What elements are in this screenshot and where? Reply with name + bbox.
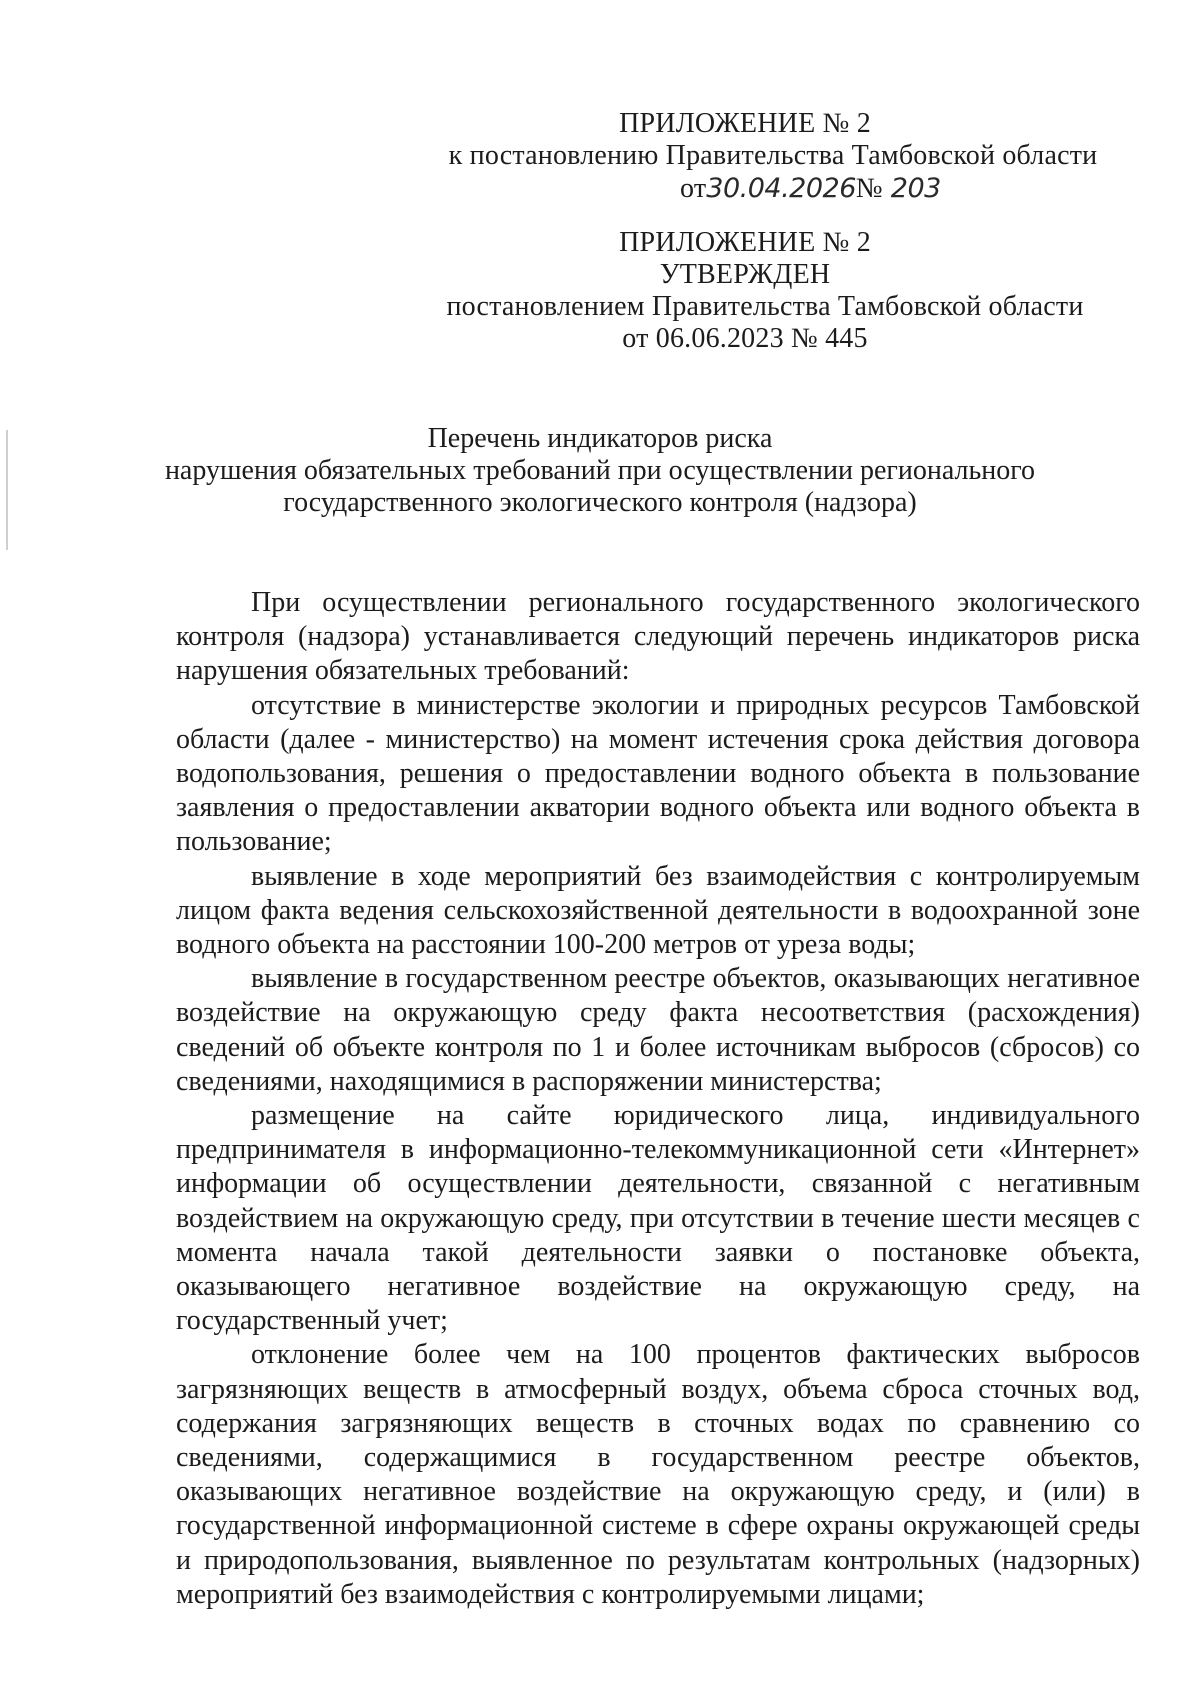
document-title-line3: государственного экологического контроля (надзора) — [283, 487, 917, 518]
handwritten-date: 30.04.2026 — [706, 173, 856, 204]
paragraph-indicator-1: отсутствие в министерстве экологии и природных ресурсов Тамбовской области (далее - министерство) на момент истечения срока действия договора водопользования, решения о предоставлении водного объекта в пользование заявления о предоставлении акватории водного объекта или водного объекта в пользование; — [176, 689, 1140, 858]
handwritten-number: 203 — [890, 173, 941, 204]
date-prefix: от — [680, 173, 707, 204]
paragraph-indicator-3: выявление в государственном реестре объектов, оказывающих негативное воздействие на окружающую среду факта несоответствия (расхождения) сведений об объекте контроля по 1 и более источникам выбросов (сбросов) со сведениями, находящимися в распоряжении министерства; — [176, 963, 1140, 1097]
document-body — [176, 586, 1140, 1612]
header-original-appendix: ПРИЛОЖЕНИЕ № 2 — [619, 227, 871, 258]
header-current-date-line — [680, 172, 940, 206]
paragraph-intro: При осуществлении регионального государственного экологического контроля (надзора) устанавливается следующий перечень индикаторов риска нарушения обязательных требований: — [176, 587, 1140, 687]
document-title-line1: Перечень индикаторов риска — [427, 423, 773, 454]
paragraph-indicator-5: отклонение более чем на 100 процентов фактических выбросов загрязняющих веществ в атмосферный воздух, объема сброса сточных вод, содержания загрязняющих веществ в сточных водах по сравнению со сведениями, содержащимися в государственном реестре объектов, оказывающих негативное воздействие на окружающую среду, и (или) в государственной информационной системе в сфере охраны окружающей среды и природопользования, выявленное по результатам контрольных (надзорных) мероприятий без взаимодействия с контролируемыми лицами; — [176, 1339, 1140, 1610]
header-original-date-number: от 06.06.2023 № 445 — [622, 323, 868, 354]
paragraph-indicator-2: выявление в ходе мероприятий без взаимодействия с контролируемым лицом факта ведения сельскохозяйственной деятельности в водоохранной зоне водного объекта на расстоянии 100-200 метров от уреза воды; — [176, 860, 1140, 961]
header-current-to-resolution: к постановлению Правительства Тамбовской области — [448, 140, 1098, 171]
document-title-line2: нарушения обязательных требований при осуществлении регионального — [164, 455, 1036, 486]
header-original-approved: УТВЕРЖДЕН — [659, 259, 831, 290]
paragraph-indicator-4: размещение на сайте юридического лица, индивидуального предпринимателя в информационно-телекоммуникационной сети «Интернет» информации об осуществлении деятельности, связанной с негативным воздействием на окружающую среду, при отсутствии в течение шести месяцев с момента начала такой деятельности заявки о постановке объекта, оказывающего негативное воздействие на окружающую среду, на государственный учет; — [176, 1100, 1140, 1337]
scan-edge-mark — [6, 430, 8, 550]
number-prefix: № — [855, 173, 883, 204]
header-current-appendix: ПРИЛОЖЕНИЕ № 2 — [619, 108, 871, 139]
header-original-by-resolution: постановлением Правительства Тамбовской области — [446, 291, 1084, 322]
